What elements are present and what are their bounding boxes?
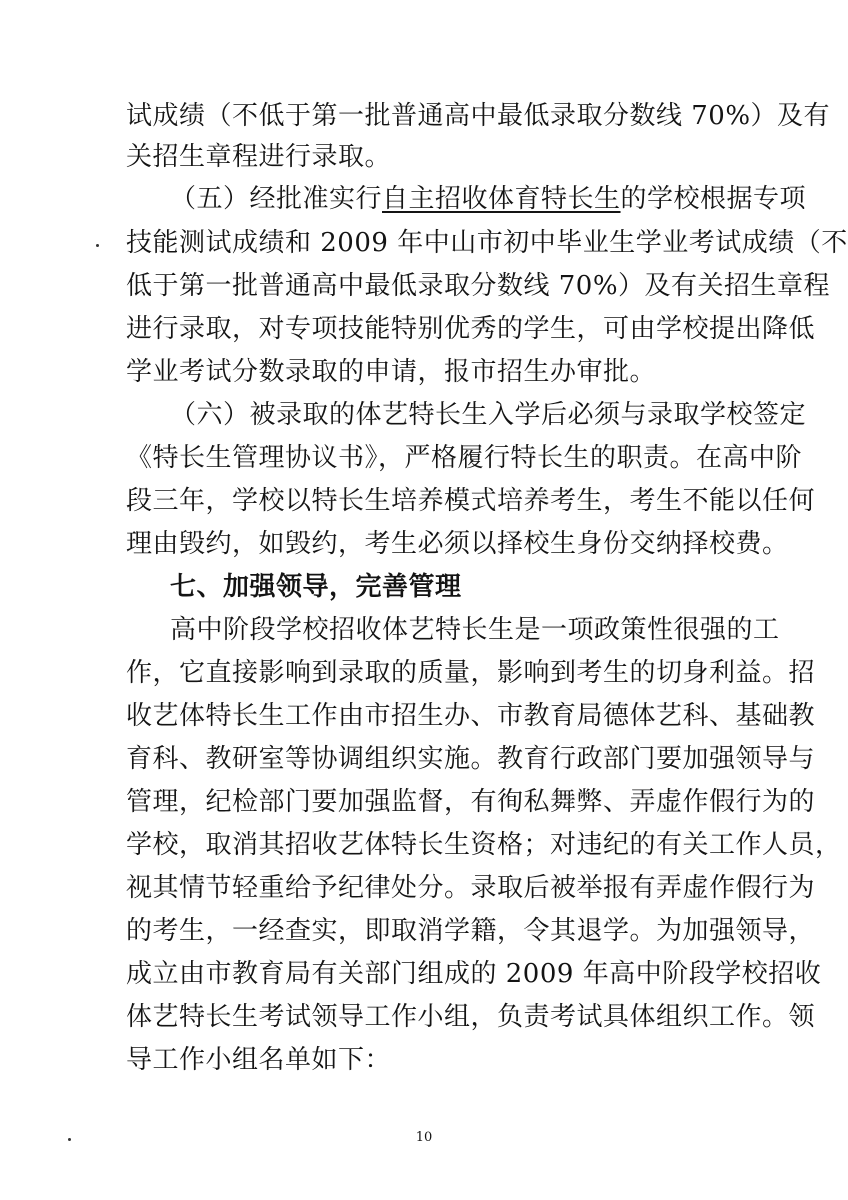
text-line: 收艺体特长生工作由市招生办、市教育局德体艺科、基础教: [126, 701, 816, 731]
scan-speck: [68, 1138, 71, 1141]
text-line: 关招生章程进行录取。: [126, 142, 392, 172]
text-line: 学校，取消其招收艺体特长生资格；对违纪的有关工作人员，: [126, 830, 842, 860]
text-line: 育科、教研室等协调组织实施。教育行政部门要加强领导与: [126, 744, 816, 774]
text-line: 《特长生管理协议书》，严格履行特长生的职责。在高中阶: [126, 443, 803, 473]
text-line: 进行录取，对专项技能特别优秀的学生，可由学校提出降低: [126, 314, 816, 344]
section-heading: 七、加强领导，完善管理: [170, 572, 462, 602]
text-line: 成立由市教育局有关部门组成的 2009 年高中阶段学校招收: [126, 959, 822, 989]
text-line: 技能测试成绩和 2009 年中山市初中毕业生学业考试成绩（不: [126, 228, 848, 258]
text-line: 高中阶段学校招收体艺特长生是一项政策性很强的工: [170, 615, 780, 645]
text-line: 学业考试分数录取的申请，报市招生办审批。: [126, 357, 657, 387]
text-line: 低于第一批普通高中最低录取分数线 70%）及有关招生章程: [126, 271, 831, 301]
text-line: 导工作小组名单如下：: [126, 1045, 392, 1075]
paragraph-five-first-line: [170, 182, 806, 216]
text-line: 体艺特长生考试领导工作小组，负责考试具体组织工作。领: [126, 1002, 816, 1032]
text-line: 理由毁约，如毁约，考生必须以择校生身份交纳择校费。: [126, 529, 789, 559]
text-line: 段三年，学校以特长生培养模式培养考生，考生不能以任何: [126, 486, 816, 516]
text-line: 管理，纪检部门要加强监督，有徇私舞弊、弄虚作假行为的: [126, 787, 816, 817]
text-line: 试成绩（不低于第一批普通高中最低录取分数线 70%）及有: [126, 101, 831, 131]
scan-speck: [96, 244, 99, 247]
text-segment: （五）经批准实行: [170, 184, 383, 214]
underlined-term: 自主招收体育特长生: [382, 184, 621, 214]
page-number: 10: [415, 1130, 433, 1145]
text-line: 视其情节轻重给予纪律处分。录取后被举报有弄虚作假行为: [126, 873, 816, 903]
text-line: 的考生，一经查实，即取消学籍，令其退学。为加强领导，: [126, 916, 816, 946]
text-segment: 的学校根据专项: [620, 184, 807, 214]
text-line: 作，它直接影响到录取的质量，影响到考生的切身利益。招: [126, 658, 816, 688]
text-line: （六）被录取的体艺特长生入学后必须与录取学校签定: [170, 400, 807, 430]
